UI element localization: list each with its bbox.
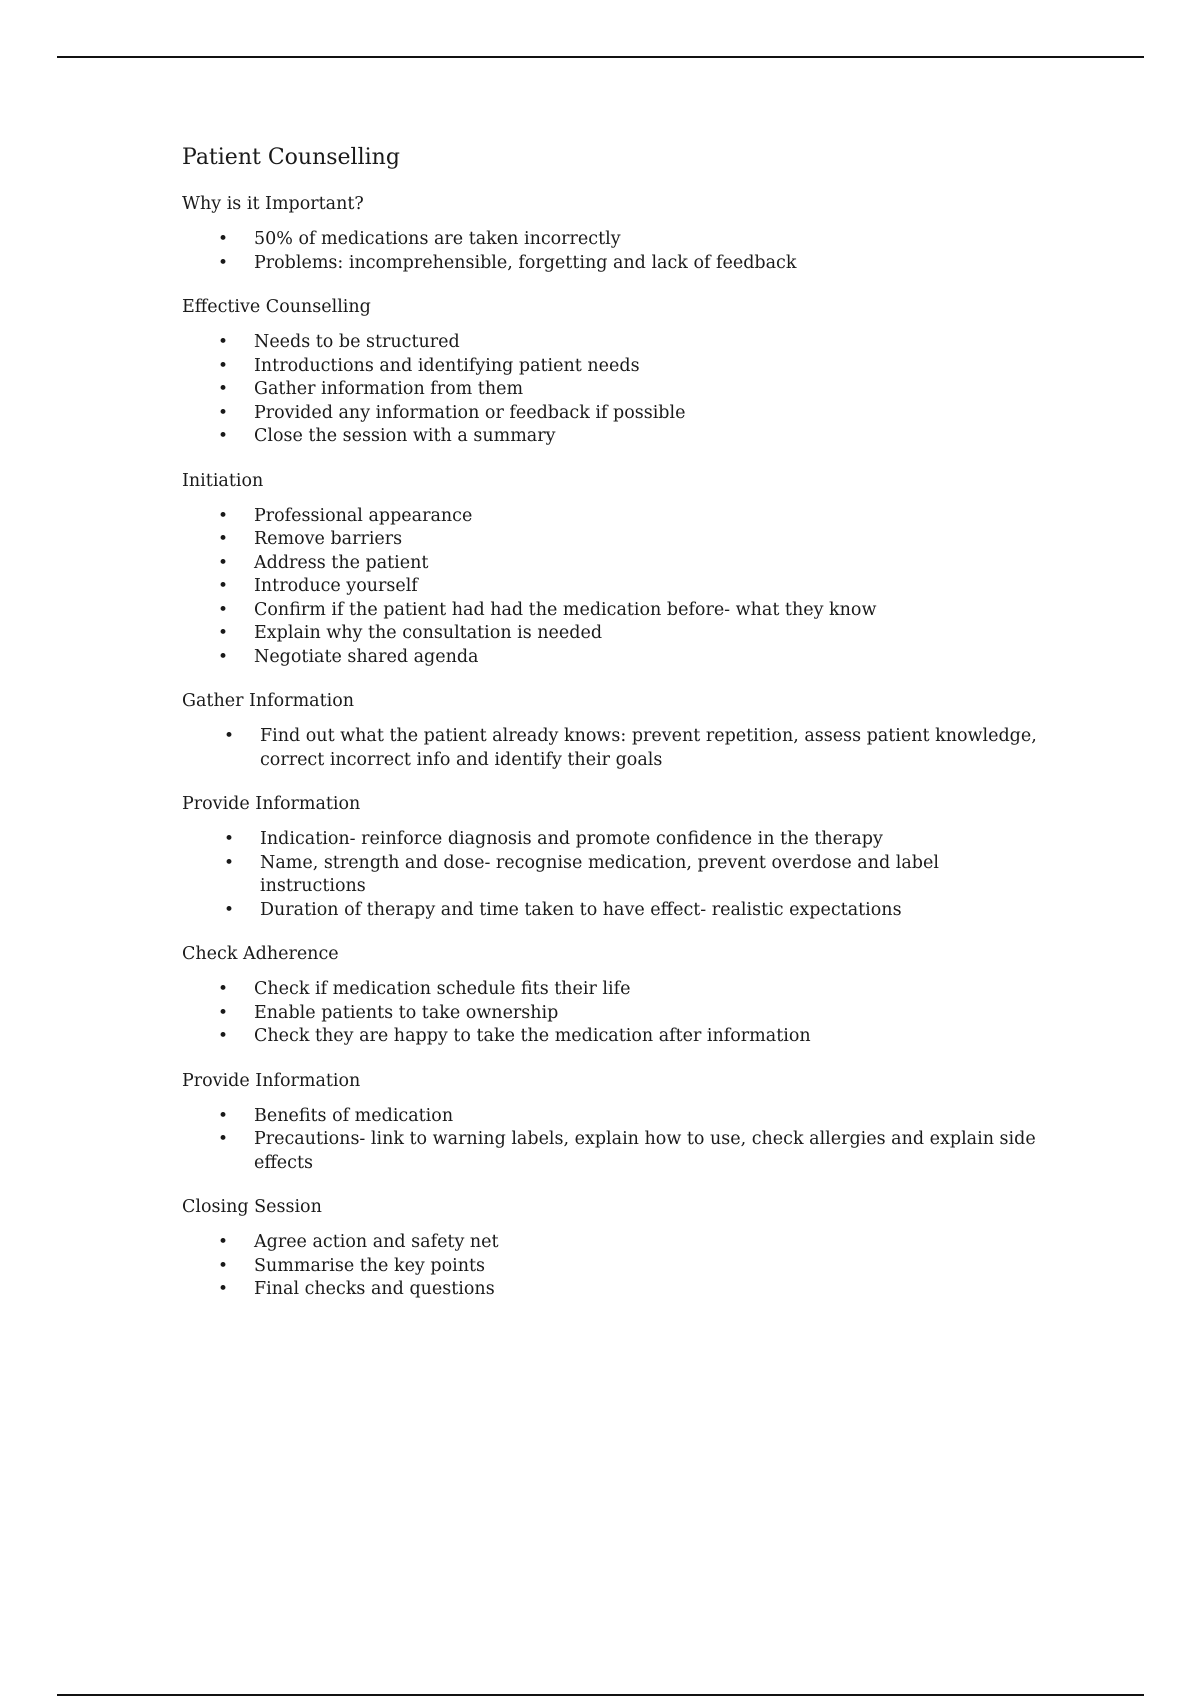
- section-provide-information-2: [182, 1069, 1042, 1176]
- list-item: [182, 1128, 1042, 1175]
- list-item-text: Confirm if the patient had had the medication before- what they know: [254, 599, 877, 620]
- bullet-list: [182, 978, 1042, 1049]
- list-item: [182, 528, 1042, 552]
- section-effective-counselling: [182, 295, 1042, 449]
- bullet-icon: •: [218, 599, 229, 620]
- bullet-list: [182, 505, 1042, 670]
- bullet-icon: •: [218, 1279, 229, 1299]
- list-item: [182, 425, 1042, 449]
- list-item-text: Remove barriers: [254, 529, 403, 549]
- list-item: [182, 1002, 1042, 1026]
- bullet-icon: •: [218, 379, 229, 399]
- list-item-text: Precautions- link to warning labels, explain how to use, check allergies and explain side effects: [254, 1129, 1036, 1173]
- list-item-text: Gather information from them: [254, 379, 524, 399]
- list-item-text: Name, strength and dose- recognise medication, prevent overdose and label instructions: [260, 852, 939, 896]
- bullet-icon: •: [218, 1002, 229, 1023]
- list-item-text: Introduce yourself: [254, 576, 418, 596]
- list-item-text: Final checks and questions: [254, 1279, 495, 1299]
- list-item: [182, 1025, 1042, 1049]
- list-item-text: Duration of therapy and time taken to have effect- realistic expectations: [260, 899, 902, 920]
- list-item: [182, 228, 1042, 252]
- bullet-icon: •: [218, 426, 229, 446]
- bullet-icon: •: [218, 1255, 229, 1276]
- section-initiation: [182, 469, 1042, 670]
- section-heading: Provide Information: [182, 1070, 361, 1091]
- bullet-list: [182, 1231, 1042, 1302]
- bullet-icon: •: [218, 552, 229, 573]
- list-item-text: 50% of medications are taken incorrectly: [254, 229, 621, 249]
- bullet-list: [182, 1105, 1042, 1176]
- bullet-list: [182, 828, 1042, 922]
- list-item: [182, 575, 1042, 599]
- bullet-icon: •: [218, 1129, 229, 1149]
- list-item: [182, 599, 1042, 623]
- list-item: [182, 1105, 1042, 1129]
- section-heading: Why is it Important?: [182, 194, 364, 214]
- list-item-text: Provided any information or feedback if possible: [254, 402, 686, 423]
- bullet-icon: •: [218, 576, 229, 596]
- list-item-text: Professional appearance: [254, 505, 473, 526]
- list-item-text: Indication- reinforce diagnosis and promote confidence in the therapy: [260, 829, 883, 849]
- section-heading: Effective Counselling: [182, 297, 371, 317]
- list-item: [182, 1231, 1042, 1255]
- document-title: Patient Counselling: [182, 145, 400, 170]
- list-item: [182, 1278, 1042, 1302]
- list-item-text: Needs to be structured: [254, 332, 460, 352]
- list-item-text: Agree action and safety net: [254, 1232, 499, 1252]
- list-item: [182, 355, 1042, 379]
- list-item-text: Benefits of medication: [254, 1105, 454, 1126]
- list-item: [182, 402, 1042, 426]
- list-item: [182, 552, 1042, 576]
- bullet-icon: •: [218, 332, 229, 352]
- bullet-icon: •: [218, 979, 229, 999]
- list-item: [182, 378, 1042, 402]
- section-heading: Closing Session: [182, 1197, 322, 1217]
- list-item: [182, 252, 1042, 276]
- list-item-text: Problems: incomprehensible, forgetting and lack of feedback: [254, 252, 797, 273]
- bullet-list: [182, 331, 1042, 449]
- list-item-text: Introductions and identifying patient needs: [254, 355, 640, 376]
- bullet-icon: •: [218, 402, 229, 423]
- footer-rule: [57, 1694, 1144, 1696]
- list-item: [182, 1255, 1042, 1279]
- list-item: [182, 331, 1042, 355]
- bullet-icon: •: [218, 1232, 229, 1252]
- bullet-icon: •: [218, 355, 229, 376]
- bullet-icon: •: [218, 529, 229, 549]
- bullet-icon: •: [218, 252, 229, 273]
- list-item-text: Negotiate shared agenda: [254, 646, 479, 667]
- list-item: [182, 725, 1042, 772]
- list-item-text: Enable patients to take ownership: [254, 1002, 559, 1023]
- list-item-text: Find out what the patient already knows: prevent repetition, assess patient knowledge, correct incorrect info and identify their goals: [260, 726, 1037, 770]
- list-item: [182, 828, 1042, 852]
- bullet-icon: •: [224, 726, 235, 746]
- section-heading: Initiation: [182, 470, 264, 491]
- section-why-important: [182, 192, 1042, 275]
- list-item-text: Explain why the consultation is needed: [254, 623, 603, 643]
- bullet-icon: •: [218, 646, 229, 667]
- section-heading: Gather Information: [182, 691, 355, 711]
- list-item-text: Check if medication schedule fits their life: [254, 979, 631, 999]
- list-item-text: Address the patient: [254, 552, 429, 573]
- list-item: [182, 622, 1042, 646]
- document-body: [182, 144, 1042, 1322]
- bullet-icon: •: [218, 1105, 229, 1126]
- section-check-adherence: [182, 942, 1042, 1049]
- section-provide-information: [182, 792, 1042, 922]
- bullet-list: [182, 228, 1042, 275]
- list-item: [182, 646, 1042, 670]
- list-item-text: Check they are happy to take the medication after information: [254, 1026, 811, 1046]
- list-item: [182, 978, 1042, 1002]
- bullet-icon: •: [224, 852, 235, 873]
- section-closing-session: [182, 1195, 1042, 1302]
- section-heading: Provide Information: [182, 794, 361, 814]
- bullet-icon: •: [218, 623, 229, 643]
- list-item: [182, 899, 1042, 923]
- bullet-list: [182, 725, 1042, 772]
- bullet-icon: •: [224, 829, 235, 849]
- bullet-icon: •: [218, 229, 229, 249]
- bullet-icon: •: [218, 1026, 229, 1046]
- list-item-text: Close the session with a summary: [254, 426, 556, 446]
- header-rule: [57, 56, 1144, 58]
- list-item-text: Summarise the key points: [254, 1255, 485, 1276]
- bullet-icon: •: [218, 505, 229, 526]
- section-heading: Check Adherence: [182, 944, 339, 964]
- section-gather-information: [182, 689, 1042, 772]
- list-item: [182, 505, 1042, 529]
- bullet-icon: •: [224, 899, 235, 920]
- list-item: [182, 852, 1042, 899]
